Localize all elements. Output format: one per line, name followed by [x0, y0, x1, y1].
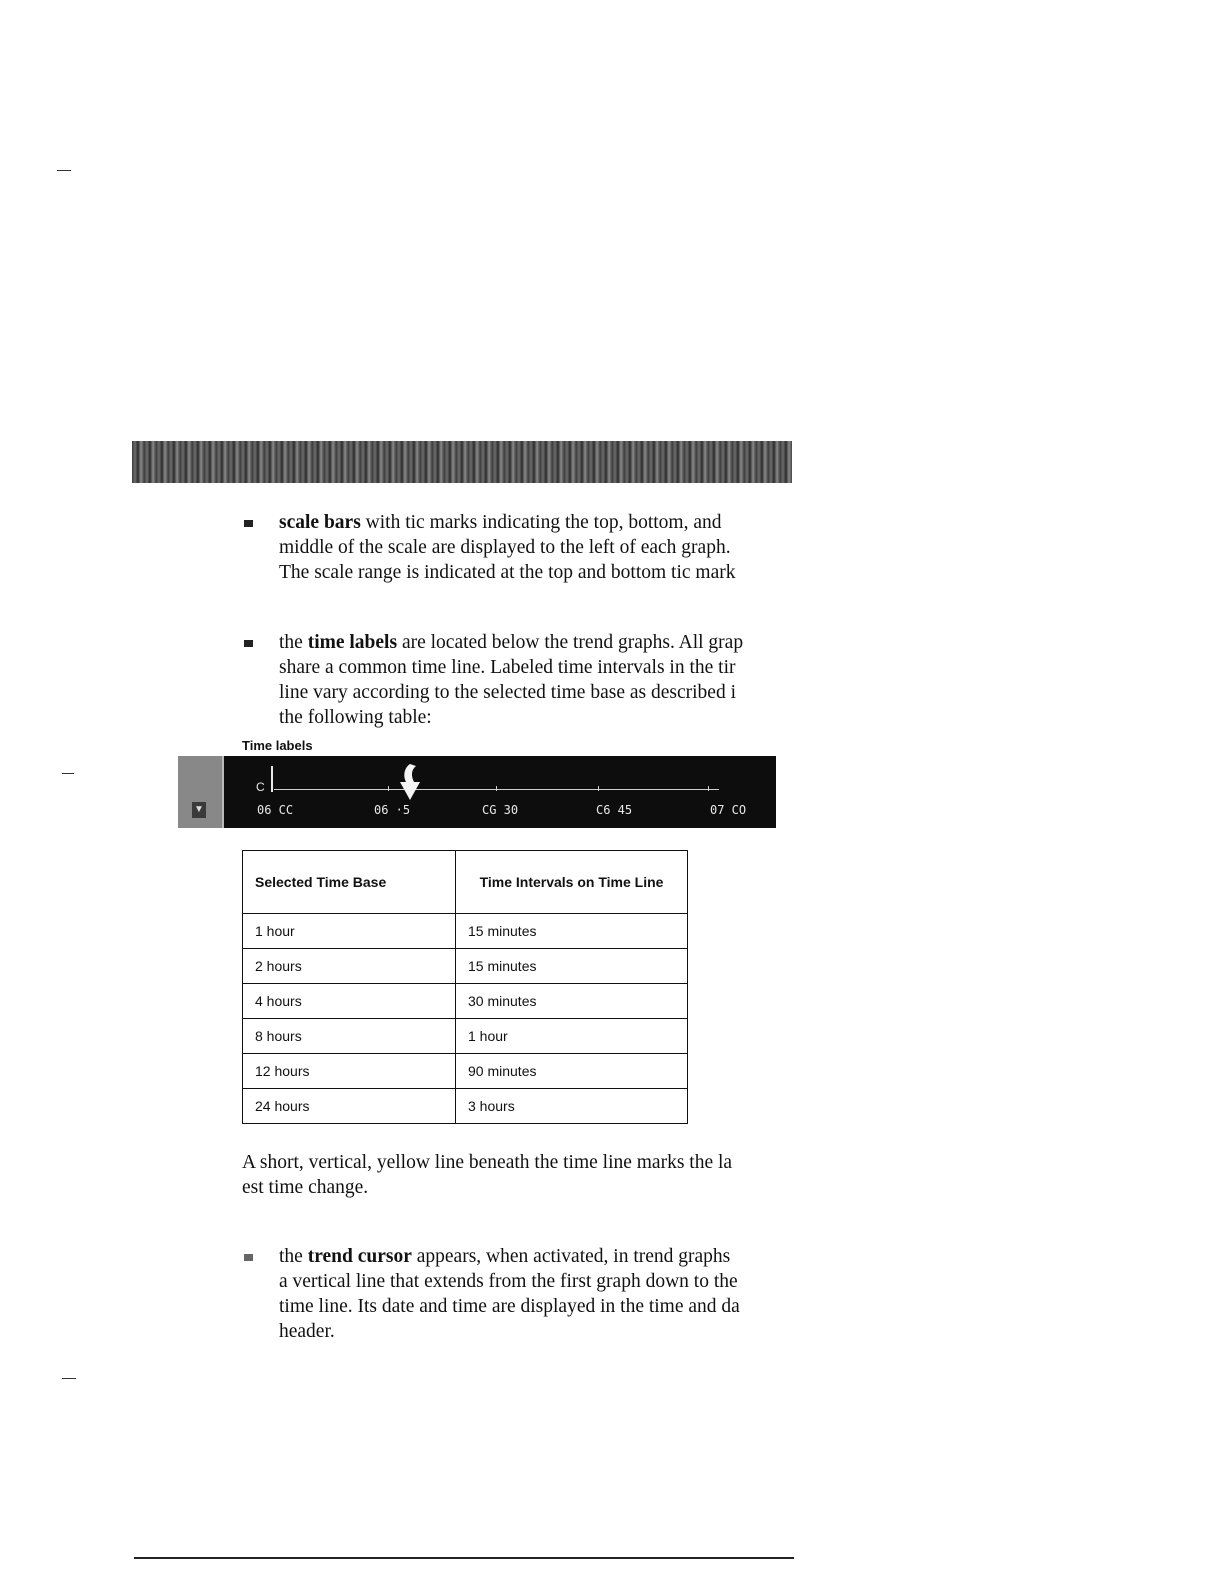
- bullet-line: header.: [279, 1321, 335, 1342]
- time-base-cell: 24 hours: [243, 1089, 456, 1124]
- time-base-cell: 8 hours: [243, 1019, 456, 1054]
- trend-cursor-line: [271, 766, 273, 792]
- scan-mark: [62, 773, 74, 774]
- bullet-line: line vary according to the selected time base as described i: [279, 682, 736, 703]
- bullet-term: time labels: [307, 632, 398, 653]
- time-label: 06 ·5: [374, 803, 411, 817]
- table-row: [243, 914, 688, 949]
- chevron-down-icon[interactable]: ▼: [192, 802, 206, 818]
- time-base-cell: 2 hours: [243, 949, 456, 984]
- time-tick: [708, 786, 709, 791]
- paragraph-line: est time change.: [242, 1177, 369, 1198]
- bullet-line: [279, 630, 799, 655]
- bullet-text: with tic marks indicating the top, bottom, and: [360, 512, 722, 533]
- table-row: [243, 1054, 688, 1089]
- column-header: Time Intervals on Time Line: [456, 851, 688, 914]
- time-label: 06 CC: [257, 803, 294, 817]
- interval-cell: 30 minutes: [456, 984, 688, 1019]
- bullet-term: scale bars: [279, 512, 361, 533]
- timeline-c-label: C: [256, 780, 265, 794]
- scan-mark: [57, 170, 71, 171]
- interval-cell: 15 minutes: [456, 949, 688, 984]
- interval-cell: 90 minutes: [456, 1054, 688, 1089]
- time-base-table: [242, 850, 688, 1124]
- pointer-cursor-icon: [397, 762, 423, 802]
- table-row: [243, 1019, 688, 1054]
- table-row: [243, 1089, 688, 1124]
- paragraph-line: A short, vertical, yellow line beneath the time line marks the la: [242, 1152, 733, 1173]
- time-tick: [496, 786, 497, 791]
- time-base-cell: 4 hours: [243, 984, 456, 1019]
- bullet-text: appears, when activated, in trend graphs: [411, 1246, 731, 1267]
- bullet-line: the following table:: [279, 707, 432, 728]
- bullet-text: are located below the trend graphs. All grap: [397, 632, 744, 653]
- figure-caption: Time labels: [242, 738, 313, 753]
- interval-cell: 15 minutes: [456, 914, 688, 949]
- bullet-prefix: the: [279, 1246, 308, 1267]
- paragraph: [242, 1150, 802, 1200]
- time-base-cell: 12 hours: [243, 1054, 456, 1089]
- interval-cell: 3 hours: [456, 1089, 688, 1124]
- bullet-time-labels: [279, 630, 799, 730]
- time-tick: [598, 786, 599, 791]
- bullet-trend-cursor: [279, 1244, 799, 1344]
- time-line-figure: [178, 756, 776, 828]
- table-header-row: [243, 851, 688, 914]
- bullet-prefix: the: [279, 632, 308, 653]
- column-header: Selected Time Base: [243, 851, 456, 914]
- bullet-scale-bars: [279, 510, 839, 585]
- bullet-line: a vertical line that extends from the first graph down to the: [279, 1271, 738, 1292]
- footer-rule: [134, 1557, 794, 1559]
- bullet-line: The scale range is indicated at the top and bottom tic mark: [279, 562, 736, 583]
- time-label: CG 30: [482, 803, 519, 817]
- bullet-icon: [244, 1254, 253, 1261]
- timeline-scroll-control[interactable]: [178, 756, 224, 828]
- table-row: [243, 949, 688, 984]
- bullet-line: middle of the scale are displayed to the left of each graph.: [279, 537, 731, 558]
- interval-cell: 1 hour: [456, 1019, 688, 1054]
- bullet-line: [279, 1244, 799, 1269]
- bullet-line: [279, 510, 839, 535]
- bullet-icon: [244, 520, 253, 527]
- bullet-icon: [244, 640, 253, 647]
- bullet-line: time line. Its date and time are displayed in the time and da: [279, 1296, 740, 1317]
- table-row: [243, 984, 688, 1019]
- time-tick: [388, 786, 389, 791]
- section-header-band: [132, 441, 792, 483]
- bullet-line: share a common time line. Labeled time intervals in the tir: [279, 657, 736, 678]
- time-label: 07 CO: [710, 803, 747, 817]
- scan-mark: [62, 1378, 76, 1379]
- time-base-cell: 1 hour: [243, 914, 456, 949]
- time-label: C6 45: [596, 803, 633, 817]
- bullet-term: trend cursor: [307, 1246, 412, 1267]
